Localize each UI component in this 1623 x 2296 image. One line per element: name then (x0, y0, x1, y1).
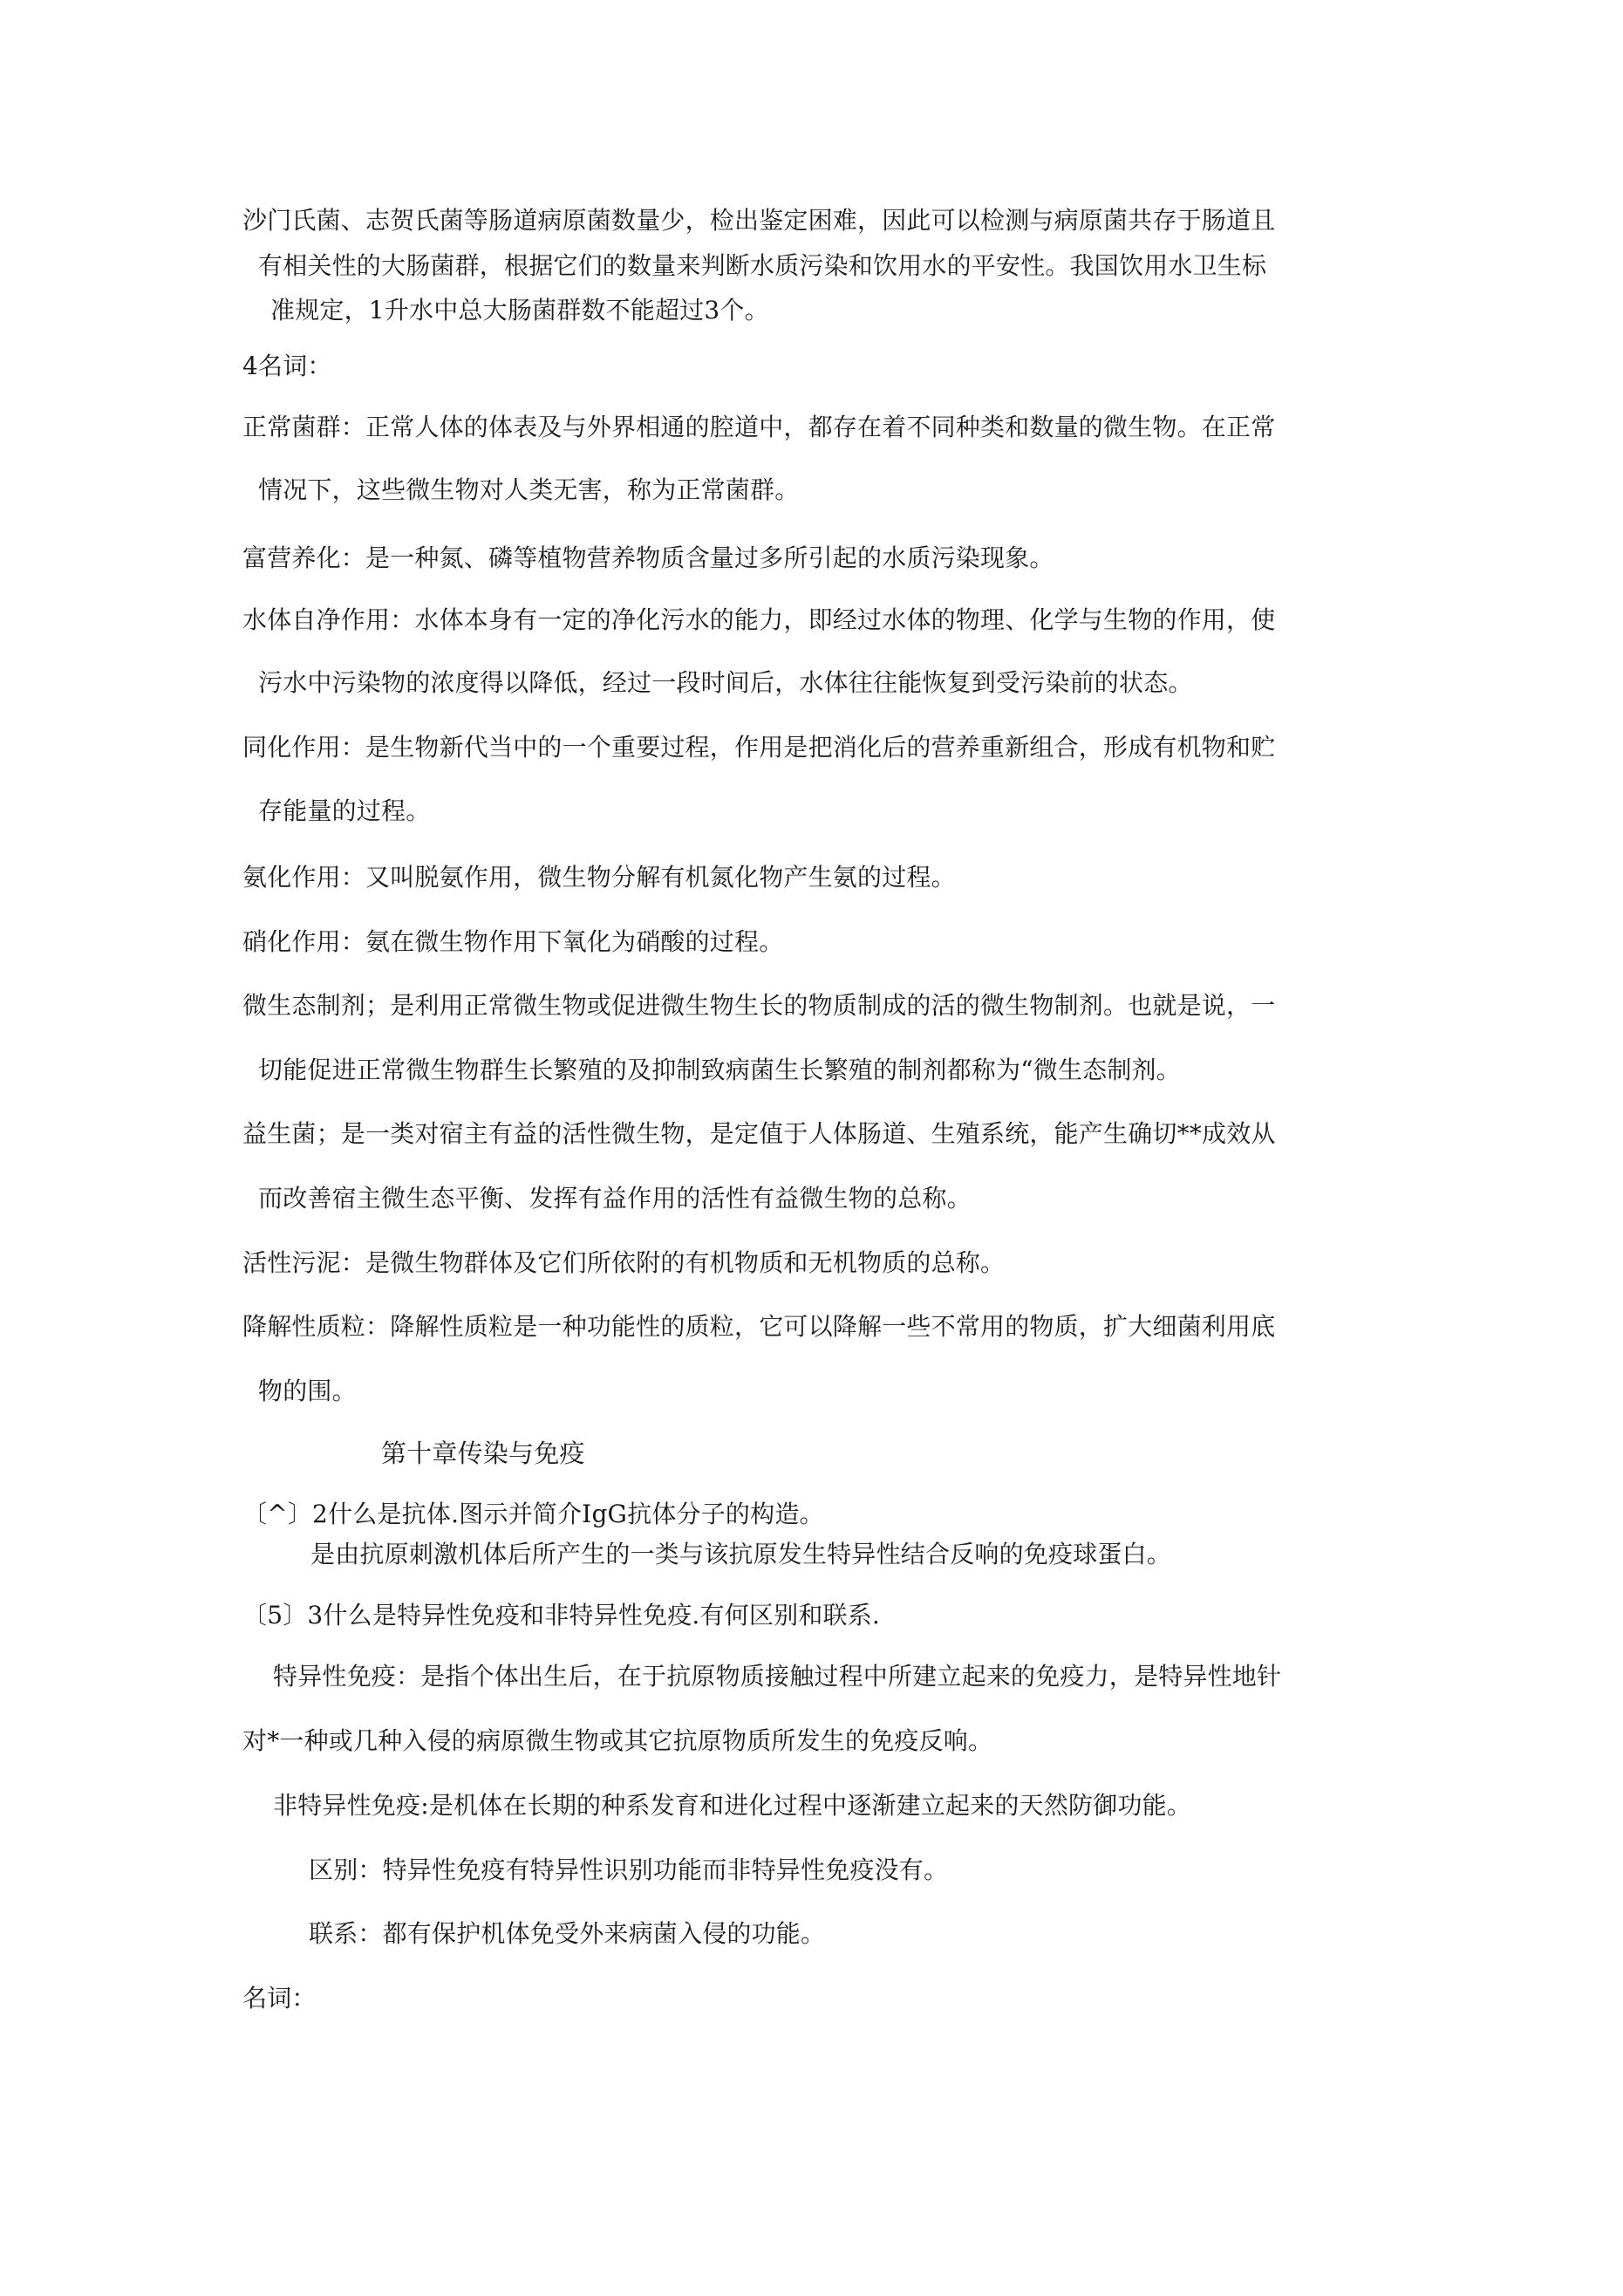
text-line: 活性污泥：是微生物群体及它们所依附的有机物质和无机物质的总称。 (242, 1248, 1006, 1277)
text-line: 氨化作用：又叫脱氨作用，微生物分解有机氮化物产生氨的过程。 (242, 863, 956, 892)
text-line: 沙门氏菌、志贺氏菌等肠道病原菌数量少，检出鉴定困难，因此可以检测与病原菌共存于肠道且 (242, 206, 1276, 235)
text-line: 微生态制剂；是利用正常微生物或促进微生物生长的物质制成的活的微生物制剂。也就是说，一 (242, 991, 1276, 1020)
text-line: 切能促进正常微生物群生长繁殖的及抑制致病菌生长繁殖的制剂都称为“微生态制剂。 (258, 1056, 1181, 1084)
chapter-title: 第十章传染与免疫 (381, 1438, 585, 1468)
section-heading: 4名词： (242, 352, 332, 380)
text-line: 正常菌群：正常人体的体表及与外界相通的腔道中，都存在着不同种类和数量的微生物。在正常 (242, 413, 1276, 441)
text-line: 区别：特异性免疫有特异性识别功能而非特异性免疫没有。 (309, 1855, 949, 1884)
text-line: 益生菌；是一类对宿主有益的活性微生物，是定值于人体肠道、生殖系统，能产生确切**成效从 (242, 1119, 1276, 1148)
text-line: 是由抗原刺激机体后所产生的一类与该抗原发生特异性结合反响的免疫球蛋白。 (310, 1540, 1172, 1568)
text-line: 情况下，这些微生物对人类无害，称为正常菌群。 (258, 475, 800, 504)
text-line: 存能量的过程。 (258, 796, 431, 825)
text-line: 有相关性的大肠菌群，根据它们的数量来判断水质污染和饮用水的平安性。我国饮用水卫生标 (258, 251, 1267, 280)
text-line: 对*一种或几种入侵的病原微生物或其它抗原物质所发生的免疫反响。 (242, 1726, 993, 1755)
text-line: 降解性质粒：降解性质粒是一种功能性的质粒，它可以降解一些不常用的物质，扩大细菌利用底 (242, 1312, 1276, 1341)
text-line: 硝化作用：氨在微生物作用下氧化为硝酸的过程。 (242, 927, 784, 956)
section-heading: 名词： (242, 1984, 317, 2012)
text-line: 特异性免疫：是指个体出生后，在于抗原物质接触过程中所建立起来的免疫力，是特异性地针 (273, 1662, 1282, 1691)
text-line: 非特异性免疫:是机体在长期的种系发育和进化过程中逐渐建立起来的天然防御功能。 (273, 1791, 1192, 1820)
text-line: 联系：都有保护机体免受外来病菌入侵的功能。 (309, 1919, 826, 1948)
text-line: 而改善宿主微生态平衡、发挥有益作用的活性有益微生物的总称。 (258, 1184, 972, 1213)
text-line: 污水中污染物的浓度得以降低，经过一段时间后，水体往往能恢复到受污染前的状态。 (258, 668, 1193, 697)
text-line: 富营养化：是一种氮、磷等植物营养物质含量过多所引起的水质污染现象。 (242, 543, 1054, 572)
text-line: 水体自净作用：水体本身有一定的净化污水的能力，即经过水体的物理、化学与生物的作用，使 (242, 605, 1276, 634)
text-line: 〔5〕3什么是特异性免疫和非特异性免疫.有何区别和联系. (242, 1601, 881, 1630)
text-line: 〔^〕2什么是抗体.图示并简介IgG抗体分子的构造。 (242, 1500, 824, 1528)
text-line: 准规定，1升水中总大肠菌群数不能超过3个。 (270, 296, 769, 325)
text-line: 物的围。 (258, 1377, 357, 1405)
text-line: 同化作用：是生物新代当中的一个重要过程，作用是把消化后的营养重新组合，形成有机物和贮 (242, 733, 1276, 762)
